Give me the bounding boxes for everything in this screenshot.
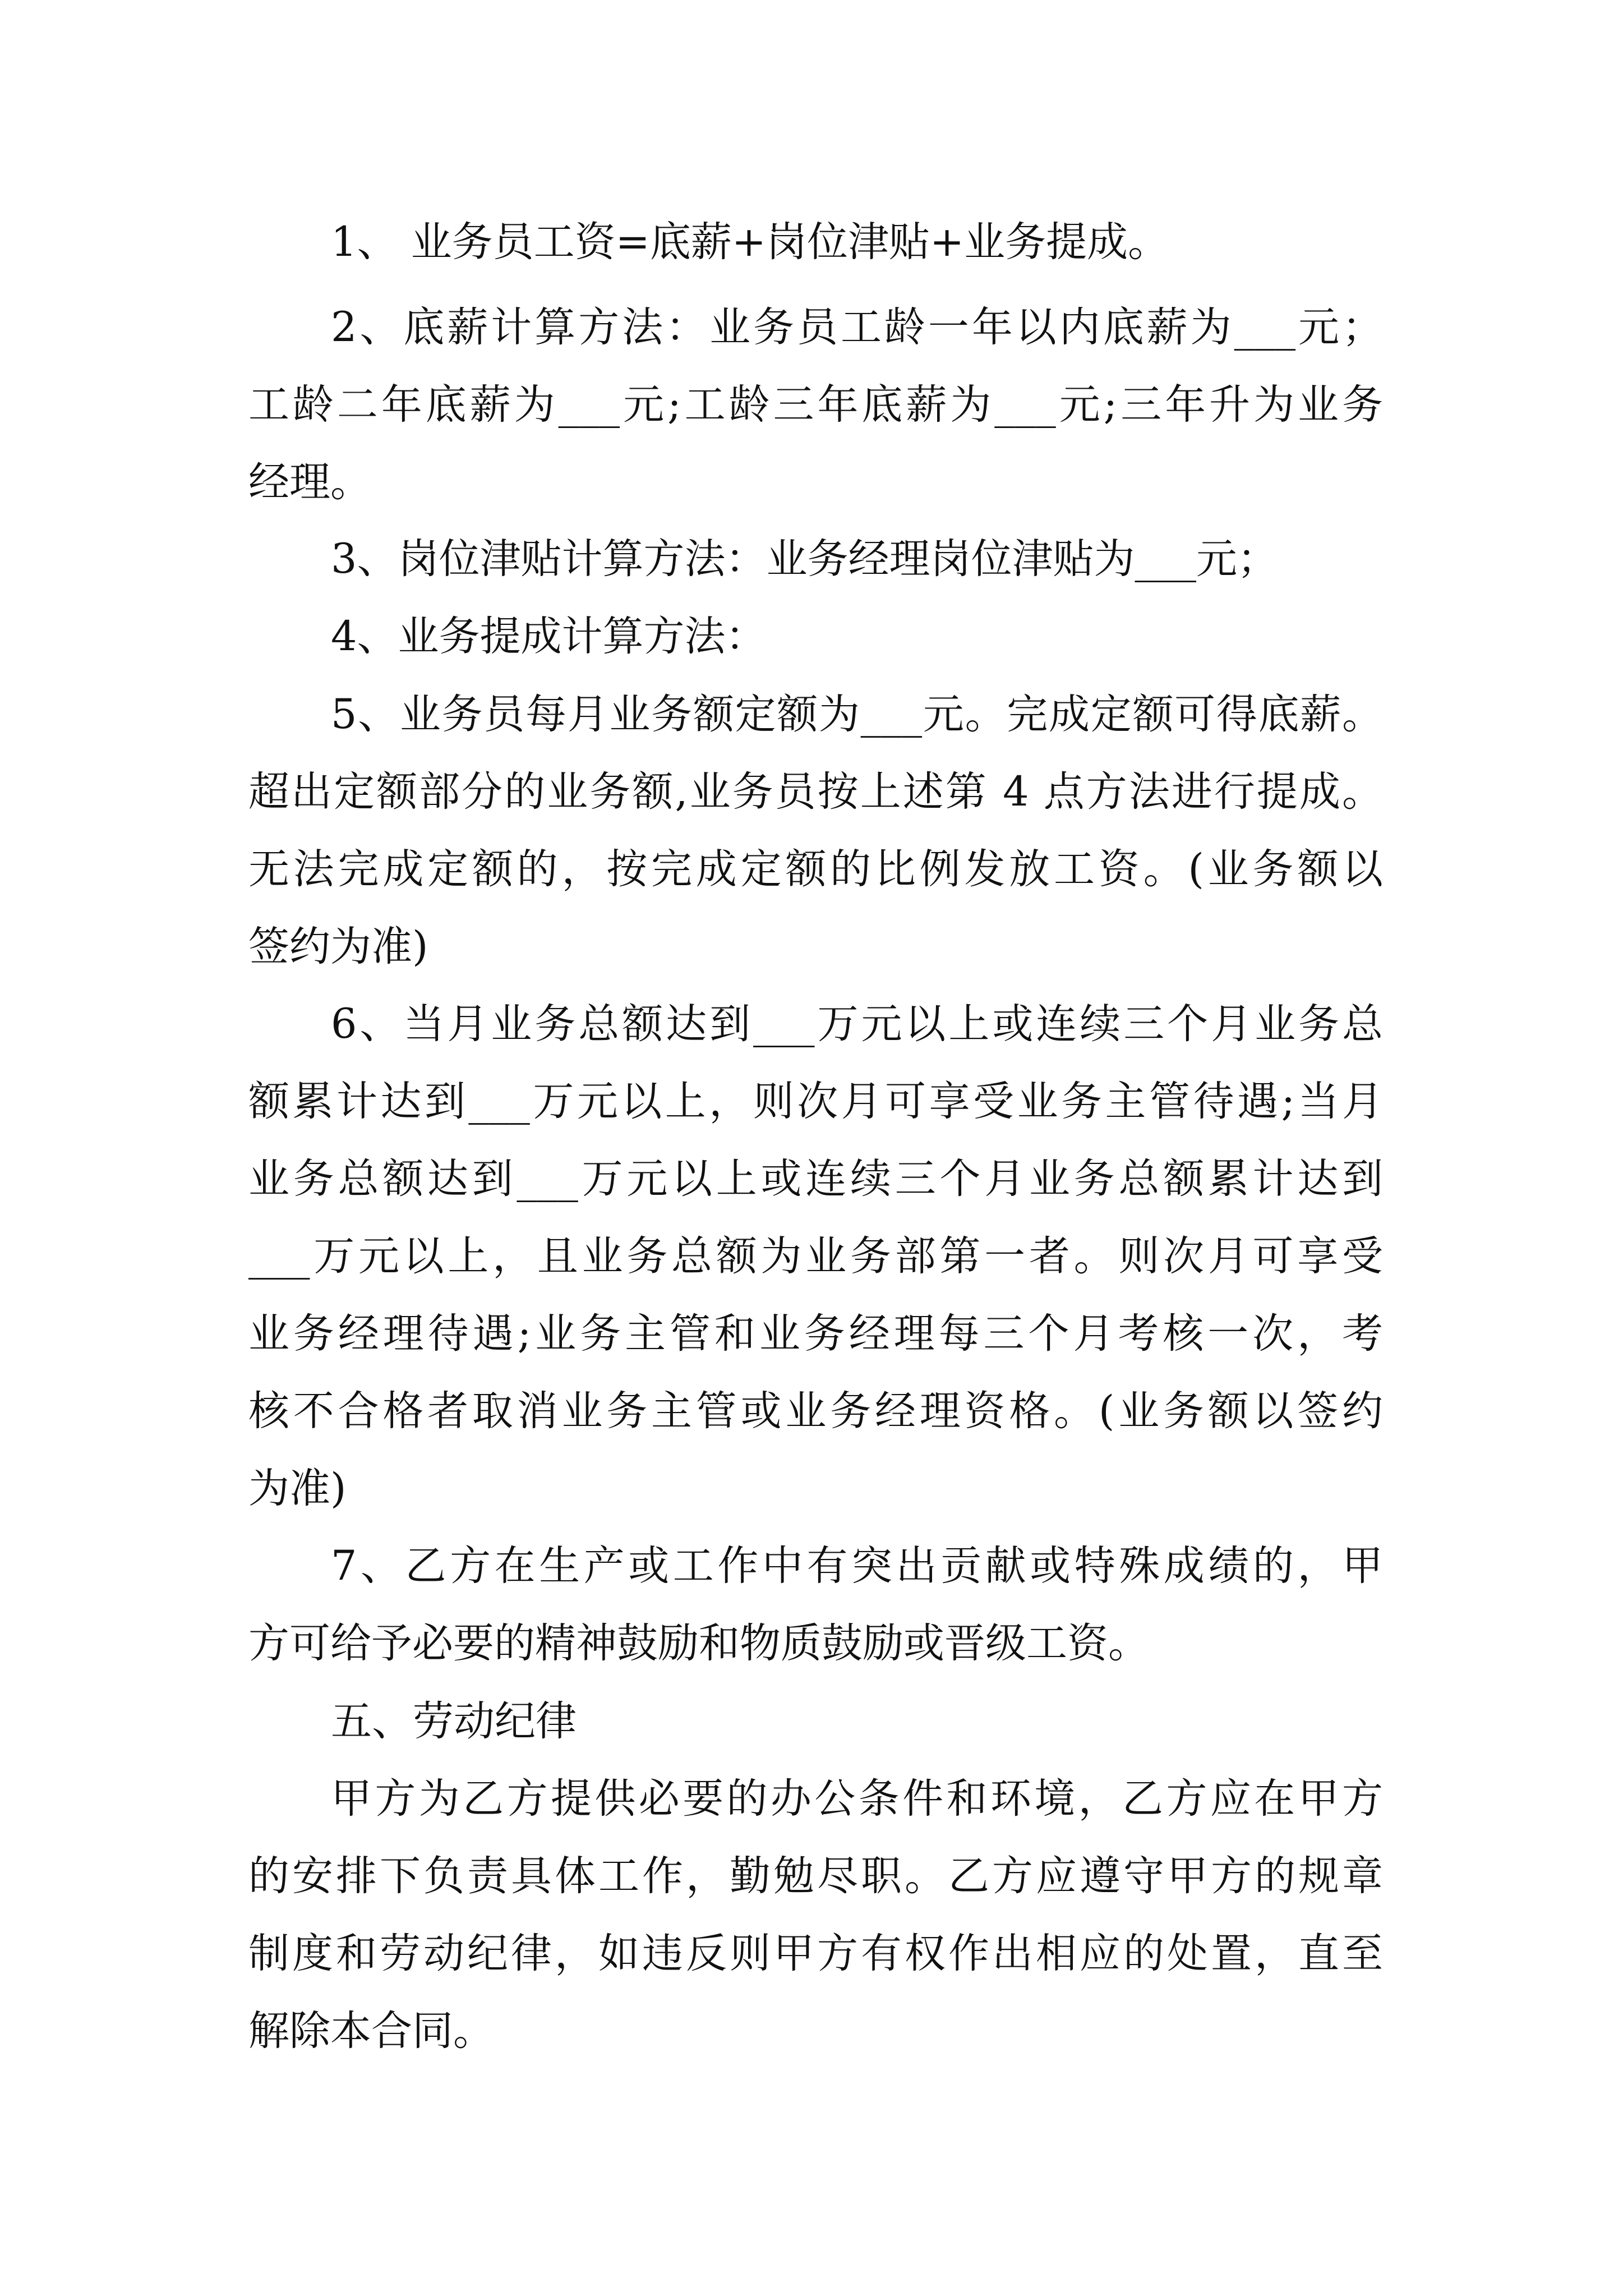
item-1-line: 1、 业务员工资=底薪+岗位津贴+业务提成。 — [331, 218, 1169, 266]
item-7-line-2: 方可给予必要的精神鼓励和物质鼓励或晋级工资。 — [248, 1619, 1149, 1667]
item-5-line-3: 无法完成定额的，按完成定额的比例发放工资。(业务额以 — [248, 845, 1383, 893]
item-6-line-6: 核不合格者取消业务主管或业务经理资格。(业务额以签约 — [248, 1387, 1383, 1435]
item-2-line-1: 2、底薪计算方法：业务员工龄一年以内底薪为___元； — [331, 303, 1383, 351]
discipline-line-1: 甲方为乙方提供必要的办公条件和环境，乙方应在甲方 — [331, 1775, 1383, 1823]
item-2-line-2: 工龄二年底薪为___元;工龄三年底薪为___元;三年升为业务 — [248, 381, 1383, 429]
item-3-line: 3、岗位津贴计算方法：业务经理岗位津贴为___元； — [331, 535, 1278, 583]
item-4-line: 4、业务提成计算方法： — [331, 613, 767, 660]
section-heading-labor-discipline: 五、劳动纪律 — [331, 1697, 577, 1745]
item-6-line-4: ___万元以上，且业务总额为业务部第一者。则次月可享受 — [248, 1232, 1383, 1280]
item-2-line-3: 经理。 — [248, 458, 371, 506]
item-5-line-1: 5、业务员每月业务额定额为___元。完成定额可得底薪。 — [331, 691, 1383, 738]
item-6-line-3: 业务总额达到___万元以上或连续三个月业务总额累计达到 — [248, 1155, 1383, 1203]
item-5-line-4: 签约为准) — [248, 923, 428, 970]
item-6-line-1: 6、当月业务总额达到___万元以上或连续三个月业务总 — [331, 1000, 1383, 1048]
item-6-line-7: 为准) — [248, 1465, 347, 1512]
discipline-line-2: 的安排下负责具体工作，勤勉尽职。乙方应遵守甲方的规章 — [248, 1852, 1383, 1900]
item-6-line-5: 业务经理待遇;业务主管和业务经理每三个月考核一次，考 — [248, 1310, 1383, 1358]
item-5-line-2: 超出定额部分的业务额,业务员按上述第 4 点方法进行提成。 — [248, 768, 1383, 816]
item-7-line-1: 7、乙方在生产或工作中有突出贡献或特殊成绩的，甲 — [331, 1542, 1383, 1590]
item-6-line-2: 额累计达到___万元以上，则次月可享受业务主管待遇;当月 — [248, 1078, 1383, 1125]
discipline-line-3: 制度和劳动纪律，如违反则甲方有权作出相应的处置，直至 — [248, 1930, 1383, 1977]
discipline-line-4: 解除本合同。 — [248, 2007, 494, 2055]
